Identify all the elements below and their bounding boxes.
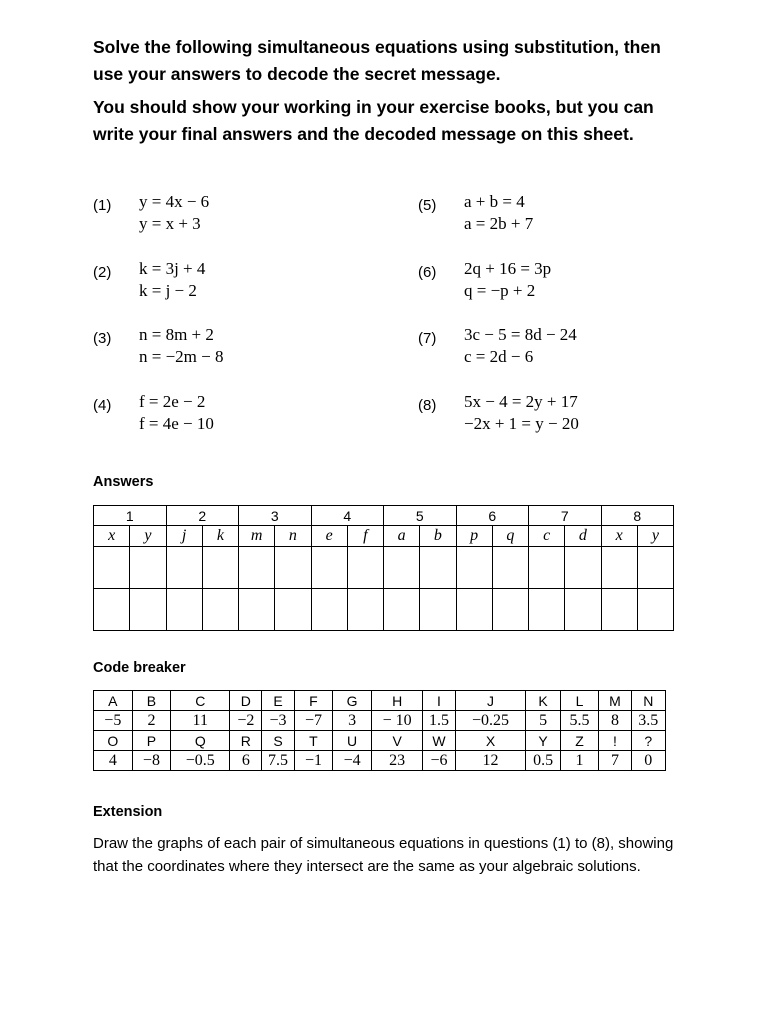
code-letter: A — [94, 691, 133, 711]
code-letter: O — [94, 731, 133, 751]
answer-cell[interactable] — [275, 589, 311, 631]
answer-variable: y — [130, 526, 166, 547]
equation-1: y = 4x − 6 — [139, 192, 210, 211]
equation-2: c = 2d − 6 — [464, 347, 534, 366]
equation-2: f = 4e − 10 — [139, 414, 214, 433]
answer-cell[interactable] — [239, 589, 275, 631]
answer-number: 5 — [384, 506, 457, 526]
code-letter: ? — [631, 731, 665, 751]
equation-2: k = j − 2 — [139, 281, 197, 300]
answer-cell[interactable] — [384, 547, 420, 589]
answer-variable: e — [311, 526, 347, 547]
answer-cell[interactable] — [130, 589, 166, 631]
answer-cell[interactable] — [637, 547, 673, 589]
answer-cell[interactable] — [492, 547, 528, 589]
answer-cell[interactable] — [565, 547, 601, 589]
code-value: 5 — [526, 711, 560, 731]
code-value: −2 — [230, 711, 262, 731]
code-letter: Q — [171, 731, 230, 751]
extension-heading: Extension — [93, 804, 163, 820]
answer-cell[interactable] — [166, 589, 202, 631]
answer-variable: n — [275, 526, 311, 547]
answer-number: 1 — [94, 506, 167, 526]
answer-cell[interactable] — [420, 589, 456, 631]
answer-variable: q — [492, 526, 528, 547]
answer-variable: c — [529, 526, 565, 547]
answer-variable: x — [94, 526, 130, 547]
code-value: 3.5 — [631, 711, 665, 731]
code-value: 1 — [560, 751, 599, 771]
code-letter: S — [262, 731, 294, 751]
code-value: 3 — [333, 711, 372, 731]
equation-2: q = −p + 2 — [464, 281, 536, 300]
answer-cell[interactable] — [166, 547, 202, 589]
answers-blank-row — [94, 589, 674, 631]
answer-cell[interactable] — [275, 547, 311, 589]
code-letter: C — [171, 691, 230, 711]
code-letter: V — [371, 731, 423, 751]
code-letter: P — [132, 731, 171, 751]
answer-number: 2 — [166, 506, 239, 526]
answer-cell[interactable] — [456, 589, 492, 631]
answer-variable: x — [601, 526, 637, 547]
equation-2: −2x + 1 = y − 20 — [464, 414, 579, 433]
equation-1: 3c − 5 = 8d − 24 — [464, 325, 577, 344]
answer-variable: p — [456, 526, 492, 547]
code-value: −6 — [423, 751, 455, 771]
answer-cell[interactable] — [311, 589, 347, 631]
answer-cell[interactable] — [601, 589, 637, 631]
code-letter: L — [560, 691, 599, 711]
answers-table — [93, 505, 674, 631]
code-letter: K — [526, 691, 560, 711]
code-letter: U — [333, 731, 372, 751]
code-breaker-heading: Code breaker — [93, 660, 186, 676]
answer-cell[interactable] — [456, 547, 492, 589]
answer-cell[interactable] — [492, 589, 528, 631]
answer-cell[interactable] — [420, 547, 456, 589]
code-value: 7 — [599, 751, 631, 771]
answer-number: 6 — [456, 506, 529, 526]
code-value: 7.5 — [262, 751, 294, 771]
question-number: (1) — [93, 197, 112, 214]
answers-heading: Answers — [93, 474, 154, 490]
question-number: (4) — [93, 397, 112, 414]
question-number: (2) — [93, 264, 112, 281]
code-letter: F — [294, 691, 333, 711]
code-letter-row — [94, 731, 666, 751]
equation-1: f = 2e − 2 — [139, 392, 206, 411]
code-letter: W — [423, 731, 455, 751]
answer-number: 7 — [529, 506, 602, 526]
answer-cell[interactable] — [529, 589, 565, 631]
equation-1: k = 3j + 4 — [139, 259, 206, 278]
answer-cell[interactable] — [565, 589, 601, 631]
answer-cell[interactable] — [239, 547, 275, 589]
answer-cell[interactable] — [202, 589, 238, 631]
answer-variable: f — [347, 526, 383, 547]
code-letter: E — [262, 691, 294, 711]
code-value: −5 — [94, 711, 133, 731]
answer-variable: y — [637, 526, 673, 547]
code-value: 23 — [371, 751, 423, 771]
question-number: (3) — [93, 330, 112, 347]
code-letter: D — [230, 691, 262, 711]
answer-variable: m — [239, 526, 275, 547]
answer-cell[interactable] — [637, 589, 673, 631]
equation-1: a + b = 4 — [464, 192, 525, 211]
code-value: 0.5 — [526, 751, 560, 771]
answer-cell[interactable] — [202, 547, 238, 589]
code-value: 2 — [132, 711, 171, 731]
code-letter: N — [631, 691, 665, 711]
code-letter: Y — [526, 731, 560, 751]
code-value: −0.5 — [171, 751, 230, 771]
code-breaker-table — [93, 690, 666, 771]
extension-text: Draw the graphs of each pair of simultaneous equations in questions (1) to (8), showing that the coordinates where they intersect are the same as your algebraic solutions. — [93, 835, 674, 875]
answer-variable: d — [565, 526, 601, 547]
question-number: (8) — [418, 397, 437, 414]
question-number: (7) — [418, 330, 437, 347]
answer-variable: k — [202, 526, 238, 547]
answer-cell[interactable] — [311, 547, 347, 589]
code-value: −7 — [294, 711, 333, 731]
code-letter: J — [455, 691, 526, 711]
code-value: −3 — [262, 711, 294, 731]
code-value: −0.25 — [455, 711, 526, 731]
code-value: 0 — [631, 751, 665, 771]
code-letter: H — [371, 691, 423, 711]
answer-number: 4 — [311, 506, 384, 526]
answer-variable: j — [166, 526, 202, 547]
instructions-line-1: Solve the following simultaneous equations using substitution, then use your answers to decode the secret message. — [93, 37, 661, 84]
answers-variable-row — [94, 526, 674, 547]
answer-cell[interactable] — [94, 547, 130, 589]
code-value: 6 — [230, 751, 262, 771]
equation-1: 2q + 16 = 3p — [464, 259, 552, 278]
equation-1: 5x − 4 = 2y + 17 — [464, 392, 578, 411]
answers-blank-row — [94, 547, 674, 589]
answer-number: 8 — [601, 506, 674, 526]
answer-cell[interactable] — [529, 547, 565, 589]
answer-variable: b — [420, 526, 456, 547]
code-letter: X — [455, 731, 526, 751]
answer-cell[interactable] — [347, 547, 383, 589]
answer-cell[interactable] — [130, 547, 166, 589]
code-value: 1.5 — [423, 711, 455, 731]
code-letter: B — [132, 691, 171, 711]
code-letter: G — [333, 691, 372, 711]
code-letter: ! — [599, 731, 631, 751]
equation-2: a = 2b + 7 — [464, 214, 534, 233]
code-value: 5.5 — [560, 711, 599, 731]
code-value: −8 — [132, 751, 171, 771]
equation-1: n = 8m + 2 — [139, 325, 214, 344]
equation-2: y = x + 3 — [139, 214, 201, 233]
code-value: − 10 — [371, 711, 423, 731]
code-value: 4 — [94, 751, 133, 771]
answer-number: 3 — [239, 506, 312, 526]
code-value: 8 — [599, 711, 631, 731]
code-value-row — [94, 751, 666, 771]
question-number: (5) — [418, 197, 437, 214]
answer-cell[interactable] — [94, 589, 130, 631]
code-value: −4 — [333, 751, 372, 771]
answer-variable: a — [384, 526, 420, 547]
instructions-line-2: You should show your working in your exercise books, but you can write your final answers and the decoded message on this sheet. — [93, 97, 654, 144]
code-letter: R — [230, 731, 262, 751]
code-value: 12 — [455, 751, 526, 771]
code-letter: T — [294, 731, 333, 751]
answer-cell[interactable] — [601, 547, 637, 589]
equation-2: n = −2m − 8 — [139, 347, 224, 366]
answers-number-row — [94, 506, 674, 526]
code-value: 11 — [171, 711, 230, 731]
code-letter-row — [94, 691, 666, 711]
question-number: (6) — [418, 264, 437, 281]
code-value-row — [94, 711, 666, 731]
code-letter: Z — [560, 731, 599, 751]
code-value: −1 — [294, 751, 333, 771]
code-letter: M — [599, 691, 631, 711]
answer-cell[interactable] — [384, 589, 420, 631]
answer-cell[interactable] — [347, 589, 383, 631]
code-letter: I — [423, 691, 455, 711]
